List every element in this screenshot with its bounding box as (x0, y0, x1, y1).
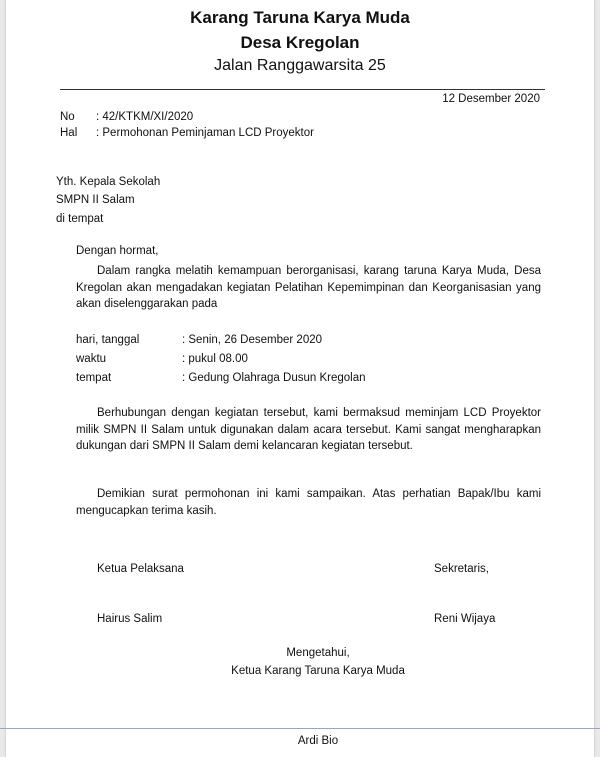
signature-right-title: Sekretaris, (434, 563, 489, 575)
letterhead-address: Jalan Ranggawarsita 25 (214, 57, 386, 74)
detail-label-date: hari, tanggal (76, 334, 140, 346)
subject-label: Hal (60, 127, 78, 139)
detail-value-time: : pukul 08.00 (182, 353, 248, 365)
paragraph-3: Demikian surat permohonan ini kami sampaikan. Atas perhatian Bapak/Ibu kami mengucapkan terima kasih. (76, 488, 541, 517)
detail-label-time: waktu (76, 353, 107, 365)
detail-value-date: : Senin, 26 Desember 2020 (182, 334, 323, 346)
signature-left-name: Hairus Salim (97, 613, 163, 625)
subject-value: : Permohonan Peminjaman LCD Proyektor (96, 127, 314, 139)
letter-date: 12 Desember 2020 (442, 93, 540, 105)
detail-value-place: : Gedung Olahraga Dusun Kregolan (182, 372, 366, 384)
signature-left-title: Ketua Pelaksana (97, 563, 184, 575)
recipient-line-3: di tempat (56, 213, 104, 225)
paragraph-1: Dalam rangka melatih kemampuan berorganisasi, karang taruna Karya Muda, Desa Kregolan akan mengadakan kegiatan Pelatihan Kepemimpinan dan Keorganisasian yang akan diselenggarakan pada (76, 265, 541, 310)
detail-label-place: tempat (76, 372, 112, 384)
acknowledged-label: Mengetahui, (286, 647, 350, 659)
letterhead-organization: Karang Taruna Karya Muda (190, 8, 410, 27)
recipient-line-1: Yth. Kepala Sekolah (56, 176, 161, 188)
letterhead-divider (60, 89, 545, 90)
letterhead-village: Desa Kregolan (240, 33, 360, 52)
paragraph-2: Berhubungan dengan kegiatan tersebut, kami bermaksud meminjam LCD Proyektor milik SMPN II Salam untuk digunakan dalam acara tersebut. Kami sangat mengharapkan dukungan dari SMPN II Salam demi kelancaran kegiatan tersebut. (76, 407, 541, 452)
signature-right-name: Reni Wijaya (434, 613, 496, 625)
number-label: No (60, 111, 75, 123)
acknowledged-name: Ardi Bio (297, 735, 339, 747)
greeting: Dengan hormat, (76, 245, 159, 257)
number-value: : 42/KTKM/XI/2020 (96, 111, 194, 123)
acknowledged-title: Ketua Karang Taruna Karya Muda (231, 665, 405, 677)
recipient-line-2: SMPN II Salam (56, 194, 135, 206)
page-bottom-divider (0, 728, 600, 729)
